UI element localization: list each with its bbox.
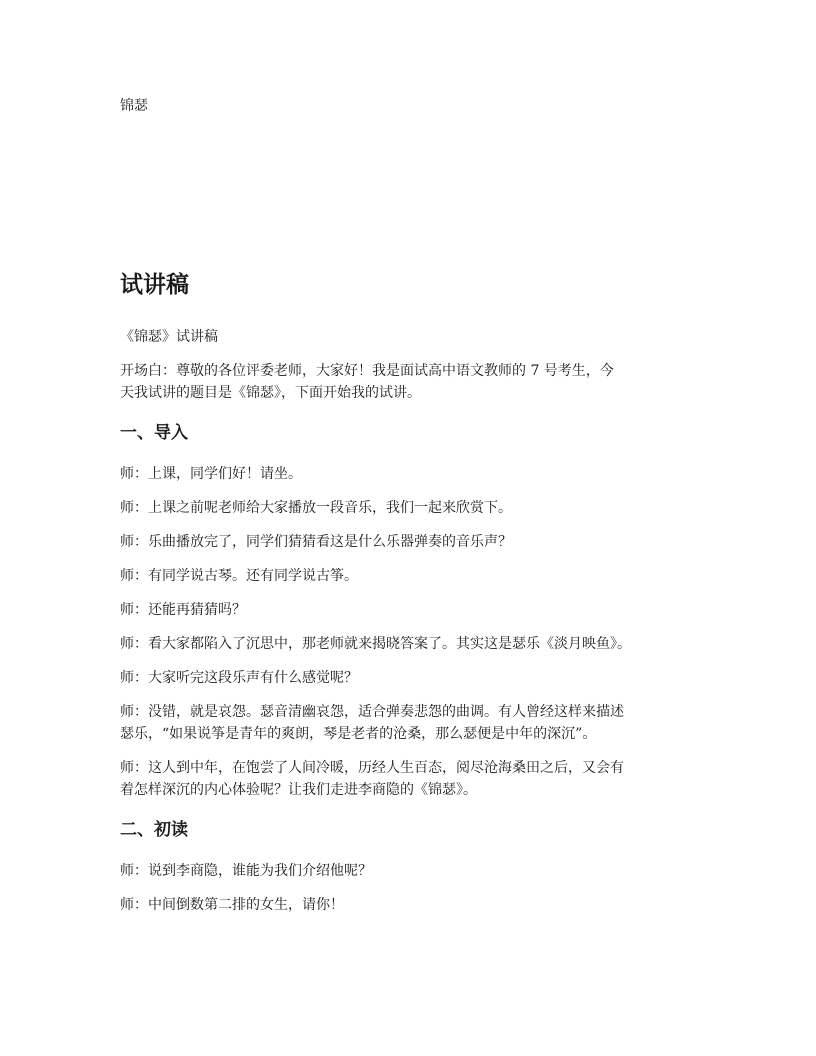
paragraph: 师：上课之前呢老师给大家播放一段音乐，我们一起来欣赏下。	[120, 500, 512, 516]
page-header: 锦瑟	[120, 98, 148, 114]
sad-line-2: 瑟乐，“如果说筝是青年的爽朗，琴是老者的沧桑，那么瑟便是中年的深沉”。	[120, 726, 597, 742]
paragraph: 师：上课，同学们好！请坐。	[120, 466, 302, 482]
sad-line-1: 师：没错，就是哀怨。瑟音清幽哀怨，适合弹奏悲怨的曲调。有人曾经这样来描述	[120, 704, 624, 720]
document-body	[120, 326, 710, 928]
section-heading-intro: 一、导入	[120, 423, 188, 443]
opening-paragraph	[120, 360, 710, 404]
paragraph: 师：乐曲播放完了，同学们猜猜看这是什么乐器弹奏的音乐声？	[120, 534, 512, 550]
paragraph: 师：还能再猜猜吗？	[120, 602, 246, 618]
document-page	[120, 0, 710, 1056]
document-title: 试讲稿	[120, 272, 189, 298]
paragraph: 师：说到李商隐，谁能为我们介绍他呢？	[120, 863, 372, 879]
opening-line-1: 开场白：尊敬的各位评委老师，大家好！我是面试高中语文教师的 7 号考生，今	[120, 363, 614, 379]
middle-age-line-1: 师：这人到中年，在饱尝了人间冷暖，历经人生百态，阅尽沧海桑田之后，又会有	[120, 760, 624, 776]
paragraph: 师：看大家都陷入了沉思中，那老师就来揭晓答案了。其实这是瑟乐《淡月映鱼》。	[120, 636, 631, 652]
subtitle: 《锦瑟》试讲稿	[120, 329, 218, 345]
opening-line-2: 天我试讲的题目是《锦瑟》，下面开始我的试讲。	[120, 385, 421, 401]
paragraph: 师：有同学说古琴。还有同学说古筝。	[120, 568, 358, 584]
paragraph-sad-tone	[120, 701, 710, 745]
paragraph: 师：大家听完这段乐声有什么感觉呢？	[120, 670, 358, 686]
paragraph: 师：中间倒数第二排的女生，请你！	[120, 897, 344, 913]
paragraph-middle-age	[120, 757, 710, 801]
middle-age-line-2: 着怎样深沉的内心体验呢？让我们走进李商隐的《锦瑟》。	[120, 782, 477, 798]
section-heading-first-reading: 二、初读	[120, 820, 188, 840]
